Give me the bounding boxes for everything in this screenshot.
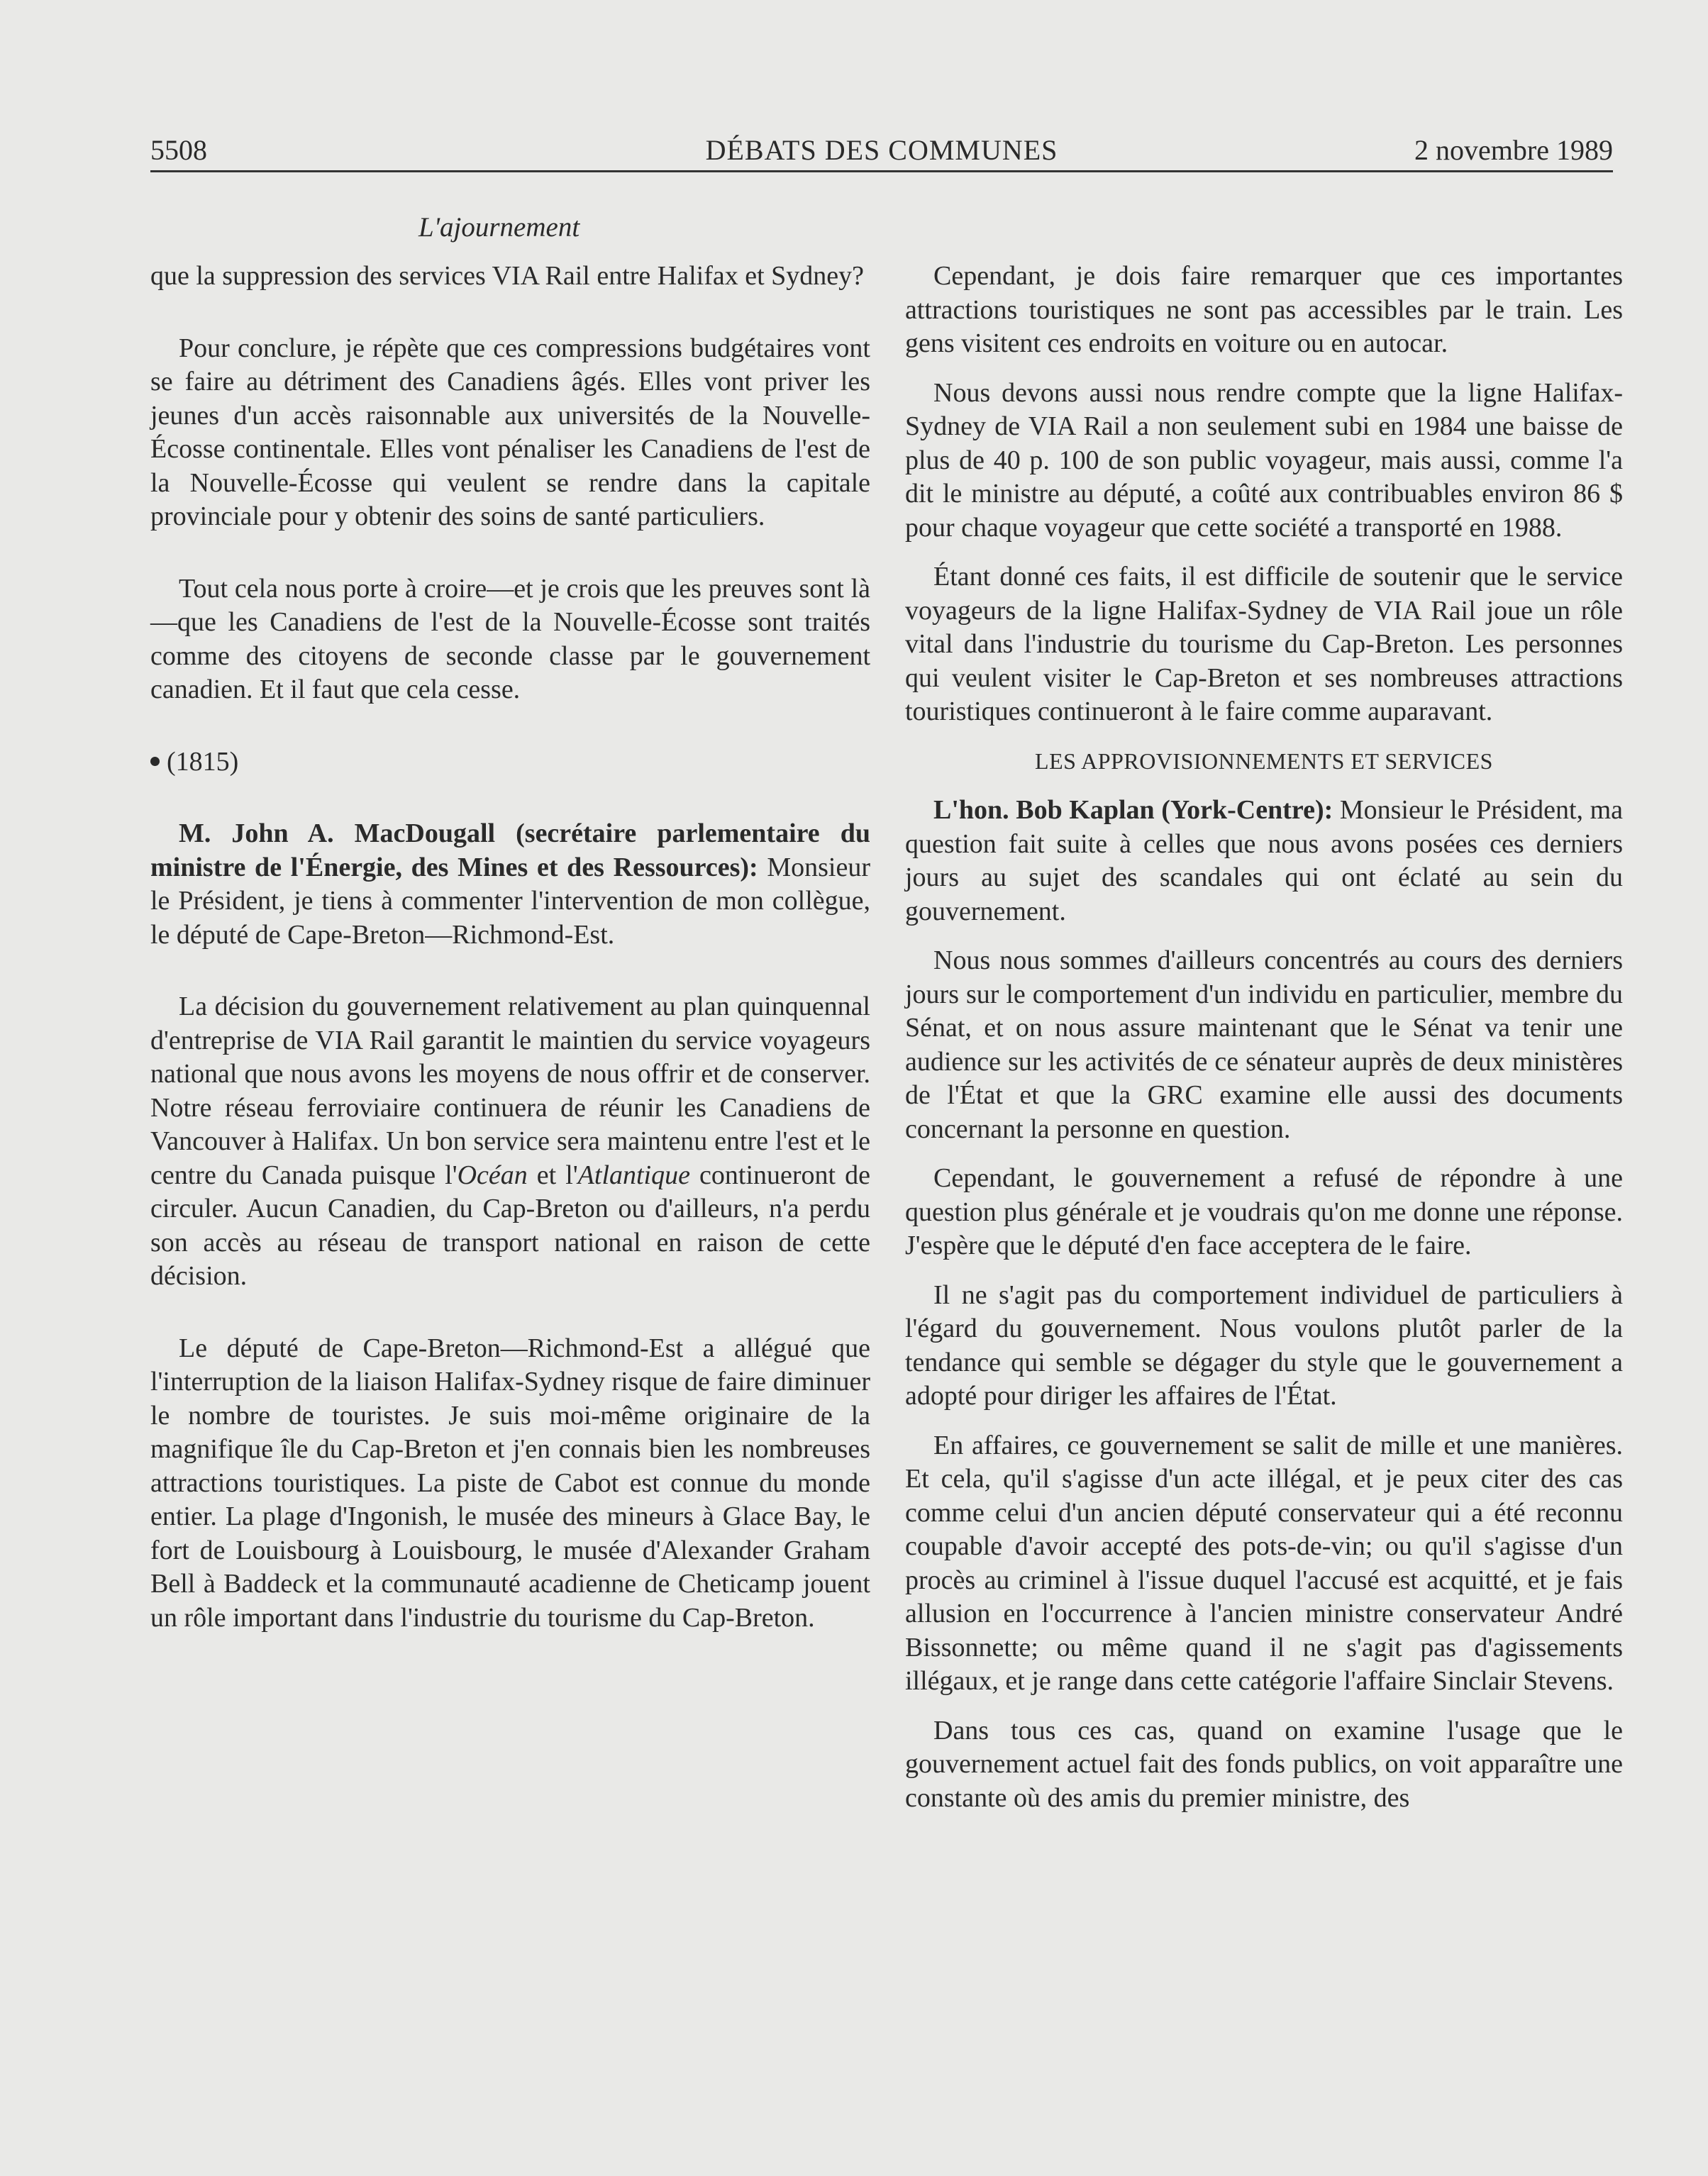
speech-text: Monsieur le Président, ma question fait suite à celles que nous avons posées ces derniers jours au sujet des scandales qui ont éclaté au sein du gouvernement. xyxy=(905,795,1623,926)
page-date: 2 novembre 1989 xyxy=(1414,134,1613,166)
paragraph: Étant donné ces faits, il est difficile de soutenir que le service voyageurs de la ligne Halifax-Sydney de VIA Rail joue un rôle vital dans l'industrie du tourisme du Cap-Breton. Les personnes qui veulent visiter le Cap-Breton et ses nombreuses attractions touristiques continueront à le faire comme auparavant. xyxy=(905,562,1623,726)
paragraph xyxy=(150,990,870,1294)
timestamp xyxy=(150,745,870,779)
timestamp-text: (1815) xyxy=(167,746,239,777)
running-head xyxy=(150,132,1613,169)
paragraph: Nous devons aussi nous rendre compte que la ligne Halifax-Sydney de VIA Rail a non seulement subi en 1984 une baisse de plus de 40 p. 100 de son public voyageur, mais aussi, comme l'a dit le ministre au député, a coûté aux contribuables environ 86 $ pour chaque voyageur que cette société a transporté en 1988. xyxy=(905,377,1623,543)
train-name: Atlantique xyxy=(577,1160,690,1190)
section-title: L'ajournement xyxy=(418,212,580,243)
paragraph: Nous nous sommes d'ailleurs concentrés au cours des derniers jours sur le comportement d'un individu en particulier, membre du Sénat, et on nous assure maintenant que le Sénat va tenir une audience sur les activités de ce sénateur auprès de deux ministères de l'État et que la GRC examine elle aussi des documents concernant la personne en question. xyxy=(905,945,1623,1144)
bullet-icon xyxy=(150,757,160,766)
speaker-name: L'hon. Bob Kaplan (York-Centre): xyxy=(933,795,1333,825)
page-number: 5508 xyxy=(150,134,207,166)
text-run: et l' xyxy=(527,1160,578,1190)
speech-text: Monsieur le Président, je tiens à commenter l'intervention de mon collègue, le député de Cape-Breton—Richmond-Est. xyxy=(150,852,870,950)
paragraph: Pour conclure, je répète que ces compressions budgétaires vont se faire au détriment des Canadiens âgés. Elles vont priver les jeunes d'un accès raisonnable aux universités de la Nouvelle-Écosse continentale. Elles vont pénaliser les Canadiens de l'est de la Nouvelle-Écosse qui veulent se rendre dans la capitale provinciale pour y obtenir des soins de santé particuliers. xyxy=(150,333,870,531)
right-column xyxy=(905,260,1623,1815)
train-name: Océan xyxy=(457,1160,528,1190)
text-run: continueront de circuler. Aucun Canadien, du Cap-Breton ou d'ailleurs, n'a perdu son accès au réseau de transport national en raison de cette décision. xyxy=(150,1160,870,1291)
paragraph: que la suppression des services VIA Rail entre Halifax et Sydney? xyxy=(150,261,865,291)
paragraph: Cependant, le gouvernement a refusé de répondre à une question plus générale et je voudrais qu'on me donne une réponse. J'espère que le député d'en face acceptera de le faire. xyxy=(905,1163,1623,1260)
paragraph: Cependant, je dois faire remarquer que ces importantes attractions touristiques ne sont pas accessibles par le train. Les gens visitent ces endroits en voiture ou en autocar. xyxy=(905,261,1623,358)
rubric-heading: LES APPROVISIONNEMENTS ET SERVICES xyxy=(1035,748,1493,774)
paragraph: Dans tous ces cas, quand on examine l'usage que le gouvernement actuel fait des fonds publics, on voit apparaître une constante où des amis du premier ministre, des xyxy=(905,1715,1623,1813)
speaker-name: M. John A. MacDougall (secrétaire parlementaire du ministre de l'Énergie, des Mines et des Ressources): xyxy=(150,818,870,882)
paragraph: Tout cela nous porte à croire—et je crois que les preuves sont là—que les Canadiens de l'est de la Nouvelle-Écosse sont traités comme des citoyens de seconde classe par le gouvernement canadien. Et il faut que cela cesse. xyxy=(150,573,870,704)
paragraph xyxy=(150,817,870,952)
paragraph: Il ne s'agit pas du comportement individuel de particuliers à l'égard du gouvernement. Nous voulons plutôt parler de la tendance qui semble se dégager du style que le gouvernement a adopté pour diriger les affaires de l'État. xyxy=(905,1279,1623,1411)
paragraph: En affaires, ce gouvernement se salit de mille et une manières. Et cela, qu'il s'agisse d'un acte illégal, et je peux citer des cas comme celui d'un ancien député conservateur qui a été reconnu coupable d'avoir accepté des pots-de-vin; ou qu'il s'agisse d'un procès au criminel à l'issue duquel l'accusé est acquitté, et je fais allusion en l'occurrence à l'ancien ministre conservateur André Bissonnette; ou même quand il ne s'agit pas d'agissements illégaux, et je range dans cette catégorie l'affaire Sinclair Stevens. xyxy=(905,1430,1623,1696)
publication-title: DÉBATS DES COMMUNES xyxy=(705,134,1058,166)
paragraph: Le député de Cape-Breton—Richmond-Est a allégué que l'interruption de la liaison Halifax-Sydney risque de faire diminuer le nombre de touristes. Je suis moi-même originaire de la magnifique île du Cap-Breton et j'en connais bien les nombreuses attractions touristiques. La piste de Cabot est connue du monde entier. La plage d'Ingonish, le musée des mineurs à Glace Bay, le fort de Louisbourg à Louisbourg, le musée d'Alexander Graham Bell à Baddeck et la communauté acadienne de Cheticamp jouent un rôle important dans l'industrie du tourisme du Cap-Breton. xyxy=(150,1333,870,1633)
left-column xyxy=(150,260,870,1635)
text-run: La décision du gouvernement relativement au plan quinquennal d'entreprise de VIA Rail garantit le maintien du service voyageurs national que nous avons les moyens de nous offrir et de conserver. Notre réseau ferroviaire continuera de réunir les Canadiens de Vancouver à Halifax. Un bon service sera maintenu entre l'est et le centre du Canada puisque l' xyxy=(150,992,870,1190)
paragraph xyxy=(905,794,1623,928)
header-rule xyxy=(150,170,1613,172)
